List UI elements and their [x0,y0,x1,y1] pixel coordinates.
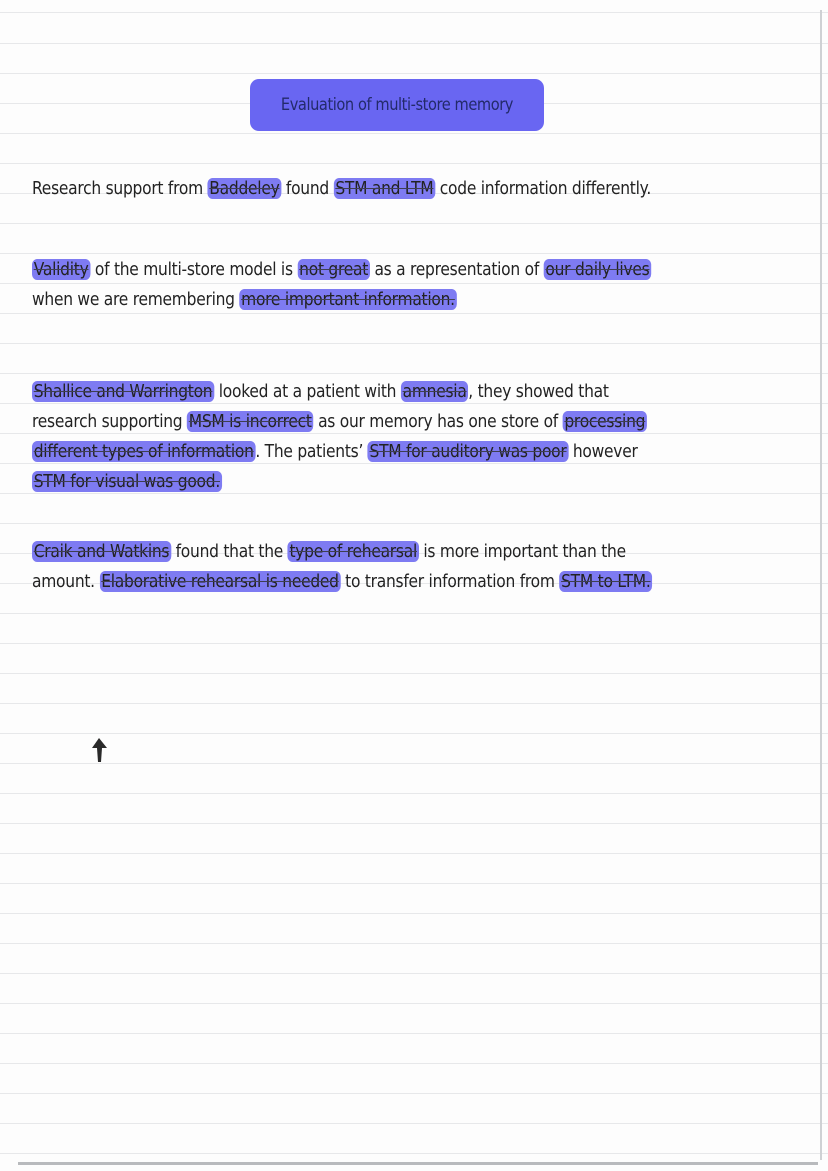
highlighted-phrase: different types of information [33,441,254,462]
text-segment: when we are remembering [32,289,240,310]
text-segment: , they showed that [468,381,609,402]
highlighted-phrase: our daily lives [545,259,650,280]
highlighted-phrase: processing [564,411,646,432]
text-line [32,467,651,497]
text-segment: looked at a patient with [214,381,401,402]
highlighted-phrase: MSM is incorrect [188,411,312,432]
mouse-pointer-icon [92,738,108,762]
paragraph-shallice-warrington [32,377,651,497]
text-line [32,255,651,285]
text-line [32,377,651,407]
text-line [32,437,651,467]
text-segment: is more important than the [418,541,626,562]
text-segment: amount. [32,571,100,592]
highlighted-phrase: STM to LTM. [561,571,651,592]
highlighted-phrase: STM for auditory was poor [369,441,567,462]
highlighted-phrase: STM for visual was good. [33,471,220,492]
text-line [32,174,651,204]
text-segment: as a representation of [369,259,544,280]
highlighted-phrase: amnesia [402,381,467,402]
text-segment: to transfer information from [340,571,560,592]
page-edge-right [820,10,822,1160]
text-line [32,537,651,567]
highlighted-phrase: STM and LTM [335,178,434,199]
text-segment: . The patients’ [255,441,368,462]
highlighted-phrase: Validity [33,259,89,280]
highlighted-phrase: type of rehearsal [289,541,417,562]
highlighted-phrase: Shallice and Warrington [33,381,213,402]
text-segment: found that the [170,541,288,562]
highlighted-phrase: more important information. [241,289,455,310]
text-segment: however [568,441,638,462]
page-title: Evaluation of multi-store memory [280,95,514,115]
highlighted-phrase: Craik and Watkins [33,541,170,562]
page-edge-bottom [18,1162,818,1165]
text-segment: Research support from [32,178,208,199]
text-segment: found [281,178,334,199]
highlighted-phrase: Elaborative rehearsal is needed [101,571,339,592]
text-segment: code information differently. [435,178,651,199]
paragraph-craik-watkins [32,537,651,597]
text-line [32,285,651,315]
title-box [250,79,544,131]
text-line [32,567,651,597]
text-segment: research supporting [32,411,188,432]
paragraph-validity [32,255,651,315]
highlighted-phrase: Baddeley [209,178,280,199]
highlighted-phrase: not great [299,259,369,280]
text-segment: as our memory has one store of [313,411,563,432]
text-line [32,407,651,437]
paragraph-research-support [32,174,651,204]
text-segment: of the multi-store model is [90,259,298,280]
